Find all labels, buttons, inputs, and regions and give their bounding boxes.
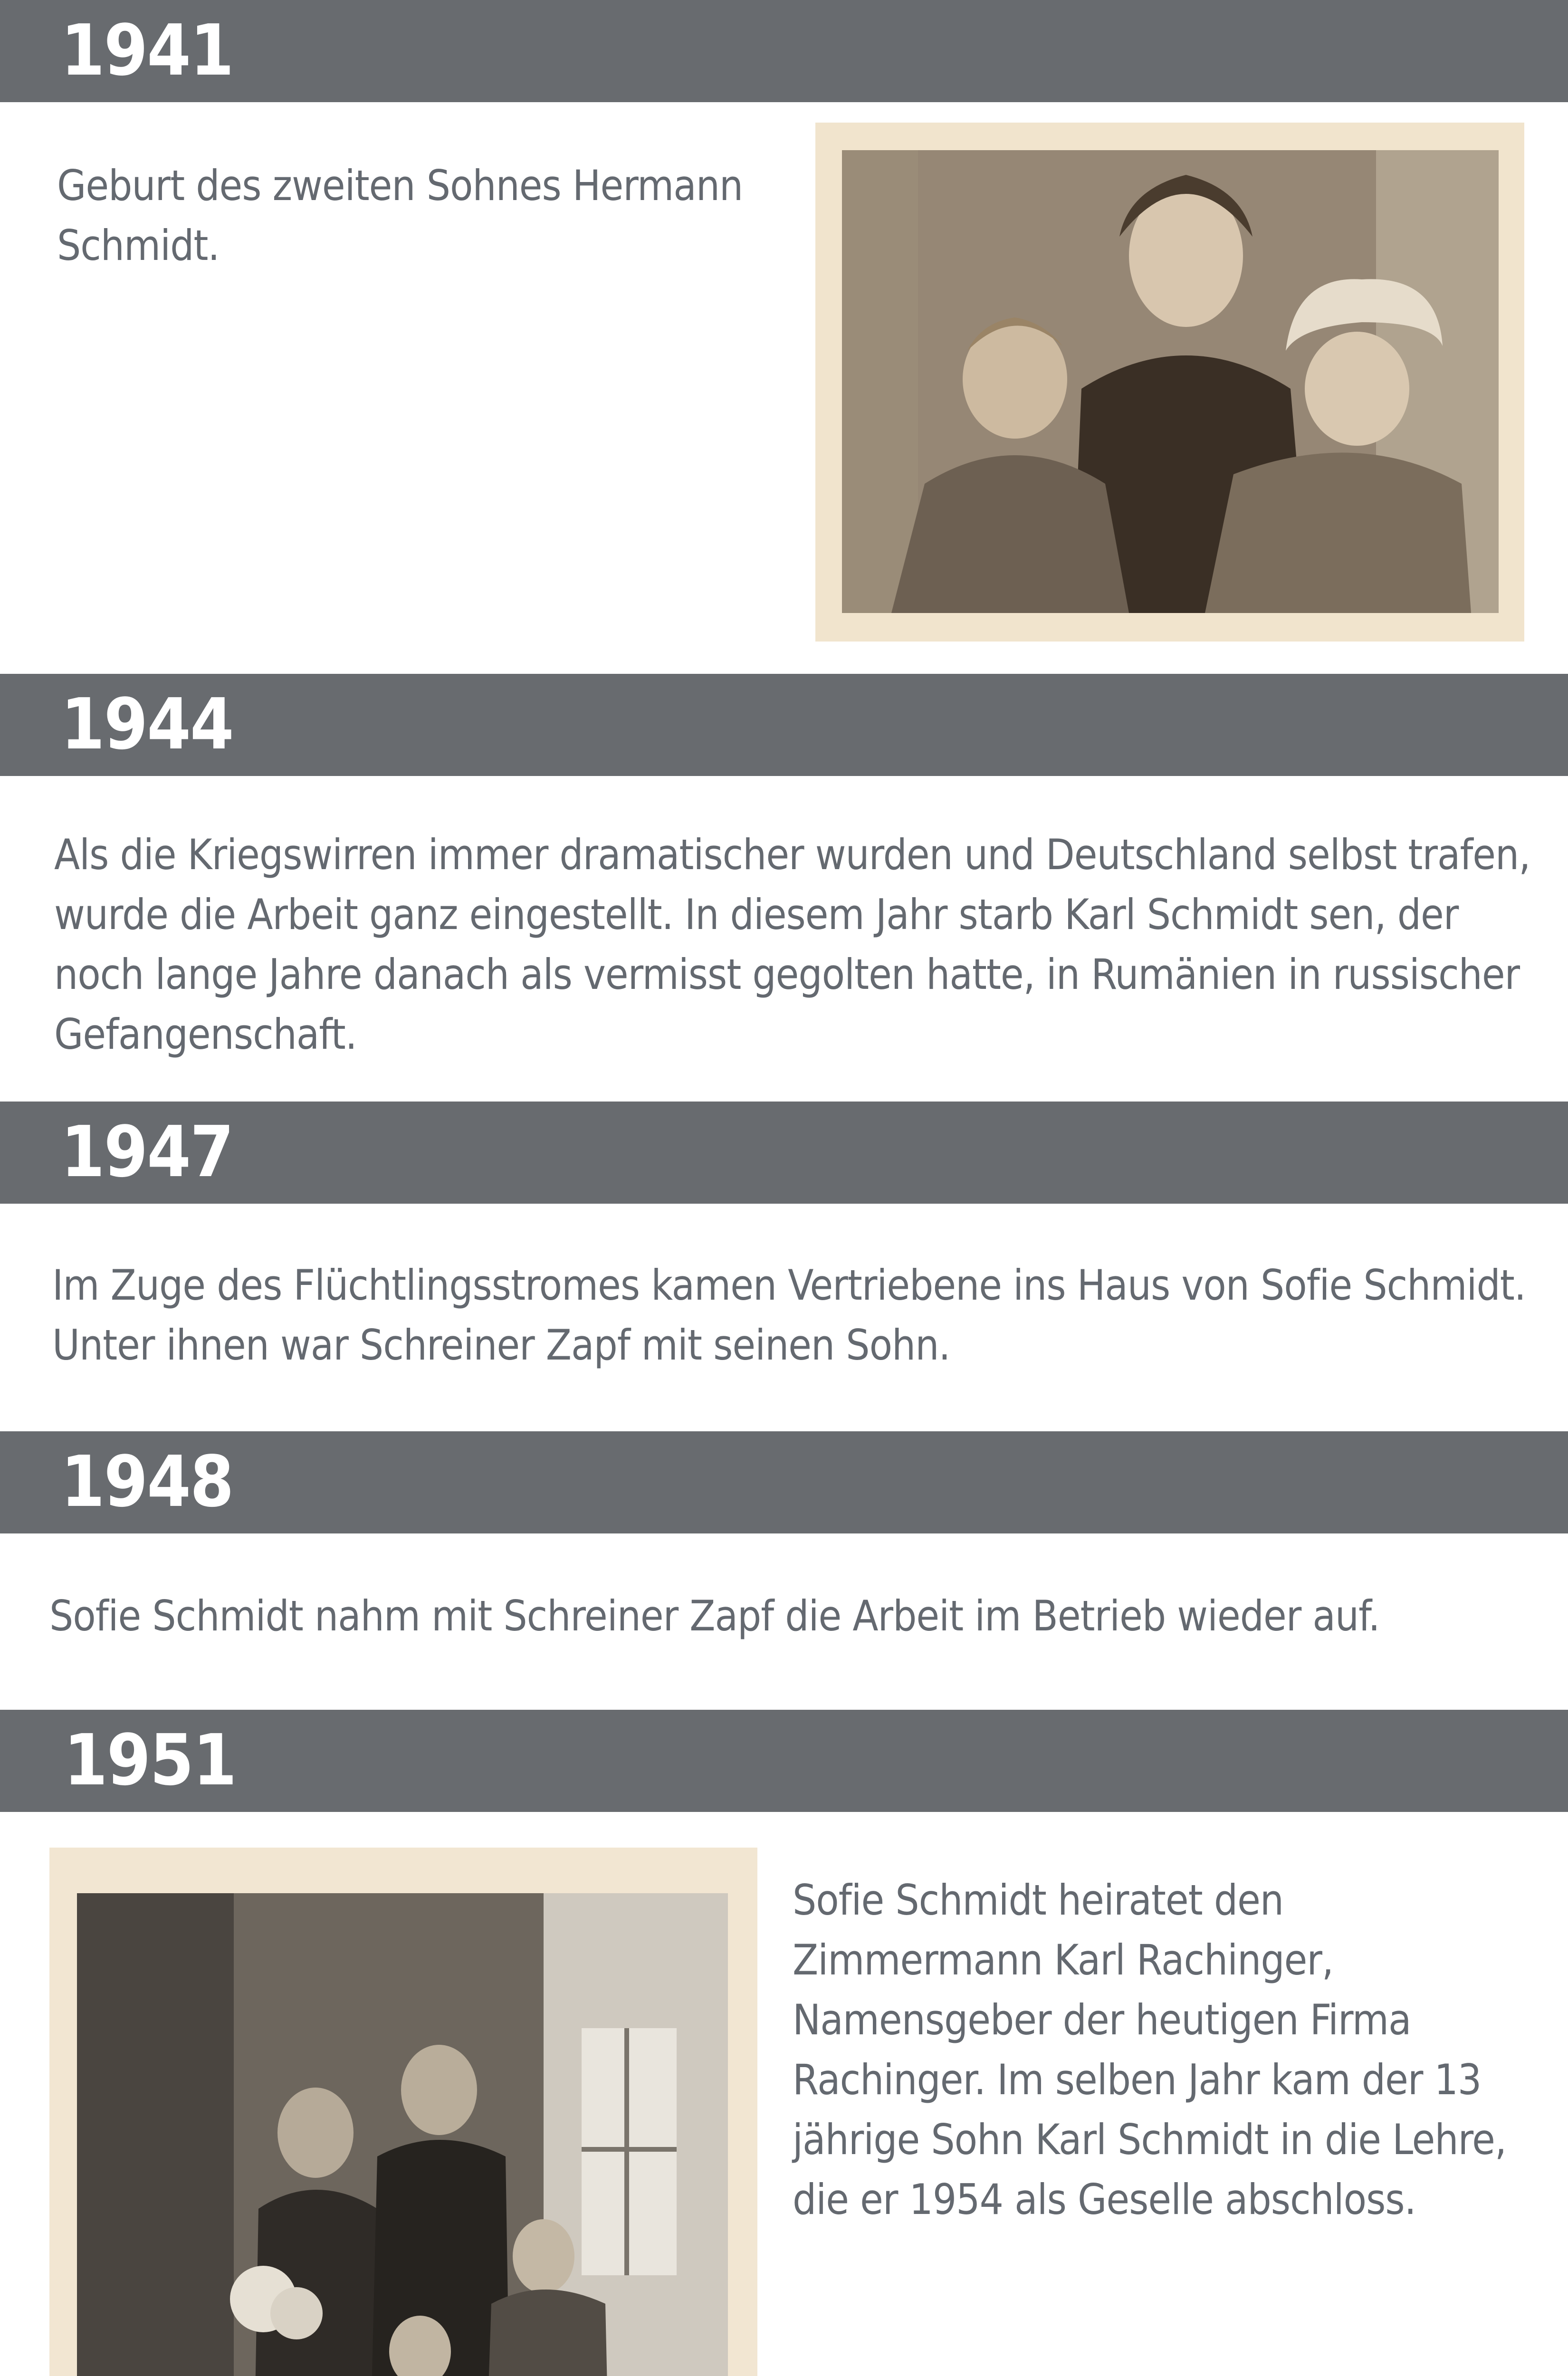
sepia-photo-1941: [815, 123, 1524, 642]
entry-text-1951: Sofie Schmidt heiratet den Zimmermann Karl Rachinger, Namensgeber der heutigen Firma Rachinger. Im selben Jahr kam der 13 jährige Sohn Karl Schmidt in die Lehre, die er 1954 als Geselle abschloss.: [793, 1876, 1507, 2224]
year-label: 1948: [61, 1441, 233, 1523]
photo-mother-with-two-children: [815, 123, 1524, 642]
entry-text-1941: Geburt des zweiten Sohnes Hermann Schmidt.: [57, 161, 743, 270]
year-label: 1941: [61, 10, 233, 91]
year-header-1947: [0, 1102, 1568, 1204]
year-label: 1944: [61, 683, 233, 765]
entry-text-1947: Im Zuge des Flüchtlingsstromes kamen Vertriebene ins Haus von Sofie Schmidt. Unter ihnen war Schreiner Zapf mit seinen Sohn.: [52, 1261, 1526, 1370]
year-header-1951: [0, 1710, 1568, 1812]
year-header-1944: [0, 674, 1568, 776]
year-header-1941: [0, 0, 1568, 102]
year-label: 1951: [64, 1719, 236, 1801]
photo-wedding-family-at-door: [49, 1848, 757, 2376]
entry-text-1948: Sofie Schmidt nahm mit Schreiner Zapf die Arbeit im Betrieb wieder auf.: [49, 1591, 1380, 1640]
entry-text-1944: Als die Kriegswirren immer dramatischer wurden und Deutschland selbst trafen, wurde die Arbeit ganz eingestellt. In diesem Jahr starb Karl Schmidt sen, der noch lange Jahre danach als vermisst gegolten hatte, in Rumänien in russischer Gefangenschaft.: [54, 830, 1530, 1059]
sepia-photo-1951: [49, 1848, 757, 2376]
year-header-1948: [0, 1431, 1568, 1533]
year-label: 1947: [61, 1111, 233, 1193]
